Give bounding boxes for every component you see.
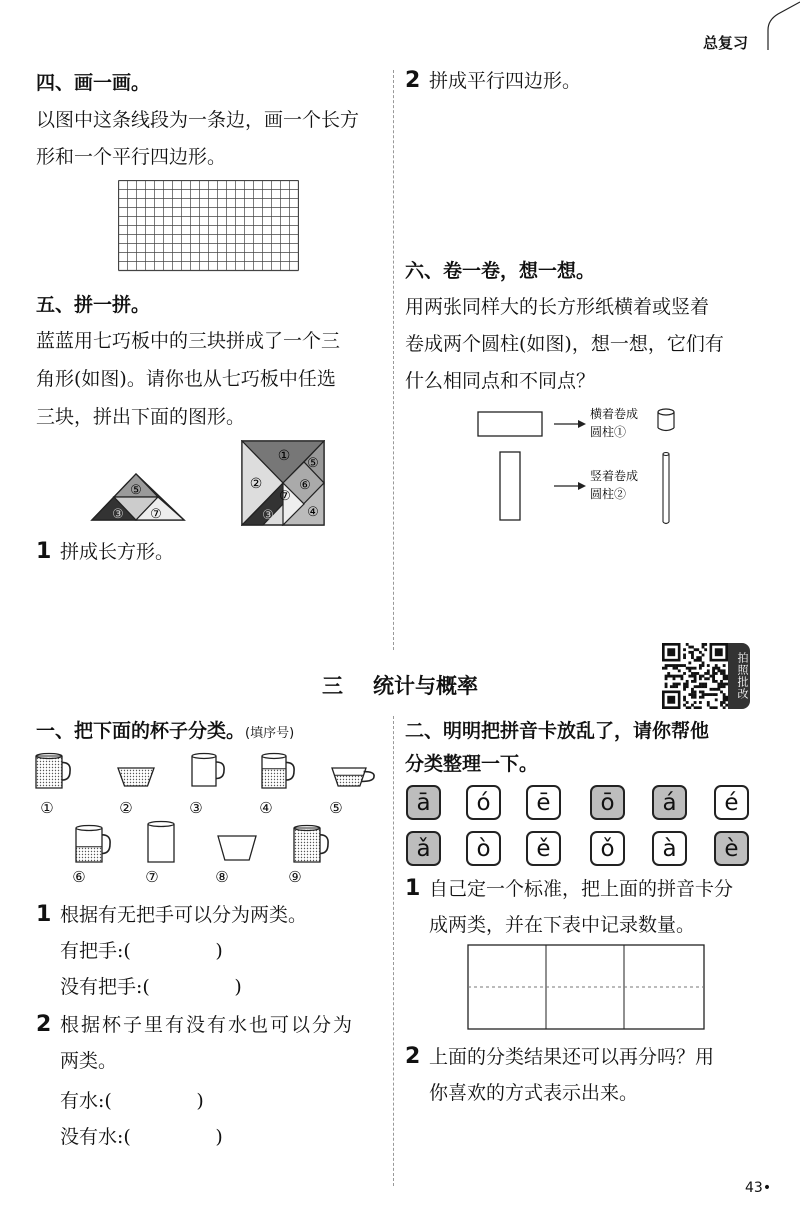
cup-label-7: ⑦ [145,868,159,886]
pinyin-item-2-text-1: 上面的分类结果还可以再分吗？用 [429,1046,715,1068]
cylinder-2-icon [663,453,669,524]
drawing-grid[interactable] [118,180,299,272]
cup-9 [294,826,328,863]
cup-1 [36,754,70,789]
pinyin-card-2-5[interactable]: à [652,831,687,866]
q4-title: 四、画一画。 [36,72,151,94]
cup-3 [192,754,224,787]
photo-check-label[interactable]: 拍照批改 [728,643,750,709]
tri-label-5: ⑤ [130,483,142,498]
tri-label-3: ③ [112,507,124,522]
pinyin-item-2 [405,1038,714,1076]
cups-hint: (填序号) [245,726,295,741]
cups-item-2-text-1: 根据杯子里有没有水也可以分为 [60,1014,355,1036]
q5-text-1: 蓝蓝用七巧板中的三块拼成了一个三 [36,330,341,352]
tangram-triangle-figure [90,468,186,522]
pinyin-card-2-4[interactable]: ǒ [590,831,625,866]
paper-roll-diagram [474,400,694,530]
sq-label-3: ③ [262,508,274,523]
pinyin-item-1-number: 1 [405,876,421,901]
sq-label-5: ⑤ [307,456,319,471]
q4-text-2: 形和一个平行四边形。 [36,146,227,168]
with-water-answer[interactable]: 有水:( ) [60,1090,204,1112]
cup-label-4: ④ [259,799,273,817]
cup-2 [118,768,154,786]
q5-item-2 [405,62,581,100]
page-number-value: 43 [745,1180,763,1196]
pinyin-title-2: 分类整理一下。 [405,753,539,775]
sq-label-6: ⑥ [299,478,311,493]
pinyin-item-1-text-2: 成两类，并在下表中记录数量。 [429,914,696,936]
label-2-line-2: 圆柱② [590,487,627,501]
pinyin-card-1-4[interactable]: ō [590,785,625,820]
cup-5 [332,768,374,786]
q6-text-2: 卷成两个圆柱(如图)，想一想，它们有 [405,333,724,355]
q5-item-1-number: 1 [36,539,52,564]
page-number: 43• [745,1180,772,1196]
pinyin-card-2-1[interactable]: ǎ [406,831,441,866]
cups-item-1-text: 根据有无把手可以分为两类。 [60,904,308,926]
tangram-square-figure [241,440,325,526]
cup-label-9: ⑨ [288,868,302,886]
cup-6 [76,826,110,863]
cup-label-2: ② [119,799,133,817]
pinyin-item-2-text-2: 你喜欢的方式表示出来。 [429,1082,639,1104]
with-handle-answer[interactable]: 有把手:( ) [60,940,223,962]
q5-item-2-number: 2 [405,68,421,93]
q5-item-2-text: 拼成平行四边形。 [429,70,582,92]
pinyin-title-1: 二、明明把拼音卡放乱了，请你帮他 [405,720,710,742]
cup-label-5: ⑤ [329,799,343,817]
q6-title: 六、卷一卷，想一想。 [405,260,596,282]
cup-label-6: ⑥ [72,868,86,886]
section-header: 总复习 [703,34,749,52]
cups-question [36,716,294,743]
pinyin-card-2-2[interactable]: ò [466,831,501,866]
sq-label-1: ① [277,448,291,464]
vertical-paper [500,452,520,520]
cup-label-1: ① [40,799,54,817]
sq-label-2: ② [249,476,263,492]
tri-label-7: ⑦ [150,507,162,522]
qr-code-icon[interactable] [662,643,728,709]
q6-text-1: 用两张同样大的长方形纸横着或竖着 [405,296,710,318]
section-number: 三 [322,674,343,698]
column-divider-bottom [393,716,394,1186]
pinyin-card-2-3[interactable]: ě [526,831,561,866]
sq-label-4: ④ [307,505,319,520]
q5-item-1 [36,533,174,571]
without-handle-answer[interactable]: 没有把手:( ) [60,976,242,998]
label-1-line-2: 圆柱① [590,425,627,439]
cups-item-1 [36,896,307,934]
q5-text-3: 三块，拼出下面的图形。 [36,406,246,428]
q5-text-2: 角形(如图)。请你也从七巧板中任选 [36,368,336,390]
cups-item-2-text-2: 两类。 [60,1050,118,1072]
cups-item-2 [36,1006,354,1044]
pinyin-item-2-number: 2 [405,1044,421,1069]
q6-text-3: 什么相同点和不同点？ [405,370,596,392]
cups-item-2-number: 2 [36,1012,52,1037]
label-1-line-1: 横着卷成 [590,407,639,421]
pinyin-card-1-1[interactable]: ā [406,785,441,820]
q5-item-1-text: 拼成长方形。 [60,541,175,563]
cup-4 [262,754,294,789]
cup-7 [148,822,174,863]
q4-text-1: 以图中这条线段为一条边，画一个长方 [36,109,360,131]
column-divider-top [393,70,394,650]
pinyin-item-1-text-1: 自己定一个标准，把上面的拼音卡分 [429,878,734,900]
pinyin-card-1-2[interactable]: ó [466,785,501,820]
q5-title: 五、拼一拼。 [36,294,151,316]
section-name: 统计与概率 [373,674,478,698]
horizontal-paper [478,412,542,436]
pinyin-card-2-6[interactable]: è [714,831,749,866]
label-2-line-1: 竖着卷成 [590,469,639,483]
cup-label-8: ⑧ [215,868,229,886]
cups-title: 一、把下面的杯子分类。 [36,720,246,742]
without-water-answer[interactable]: 没有水:( ) [60,1126,223,1148]
pinyin-card-1-5[interactable]: á [652,785,687,820]
pinyin-card-1-3[interactable]: ē [526,785,561,820]
sq-label-7: ⑦ [279,489,291,504]
cup-label-3: ③ [189,799,203,817]
cup-8 [218,836,256,860]
pinyin-card-1-6[interactable]: é [714,785,749,820]
cups-item-1-number: 1 [36,902,52,927]
cylinder-1-icon [658,409,674,431]
record-table[interactable] [467,944,705,1030]
page-corner-decoration [760,0,800,55]
pinyin-item-1 [405,870,733,908]
